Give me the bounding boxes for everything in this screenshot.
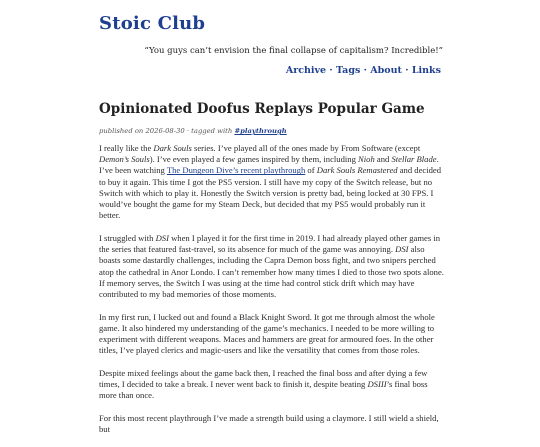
text: and [374,154,392,165]
text: ). I’ve even played a few games inspired by them, including [149,154,359,165]
text: when I played it for the first time in 2019. I had already played other games in the series that featured fast-travel, so its absence for much of the game was annoying. [99,232,441,255]
nav-link-links[interactable]: Links [411,65,441,76]
nav-separator: · [405,65,409,76]
game-title: Nioh [358,154,375,165]
game-title: Demon’s Souls [99,154,150,165]
text: of [305,165,317,176]
game-title: Dark Souls Remastered [316,165,398,176]
tagged-prefix: · tagged with [186,127,233,135]
dungeon-dive-link[interactable]: The Dungeon Dive’s recent playthrough [166,165,306,176]
text: series. I’ve played all of the ones made by From Software (except [191,143,421,153]
post-title: Opinionated Doofus Replays Popular Game [99,101,425,117]
text: . I’ve been watching [99,154,439,176]
game-title: DSIII [367,379,387,390]
game-title: Stellar Blade [391,154,437,165]
text: ’s final boss more than once. [99,379,428,401]
game-title: Dark Souls [153,143,192,153]
site-tagline: “You guys can’t envision the final collapse of capitalism? Incredible!” [144,46,443,56]
nav-separator: · [329,65,333,76]
nav-link-tags[interactable]: Tags [336,65,361,76]
text: and decided to buy it again. This time I got the PS5 version. I still have my copy of the Switch release, but no Switch with which to play it. Honestly the Switch version is pretty bad, being locked at 30 FPS. I would’ve bought the game for my Steam Deck, but decided that my PS5 would probably run it better. [99,165,442,221]
text: Despite mixed feelings about the game back then, I reached the final boss and after dying a few times, I decided to take a break. I never went back to finish it, despite beating [99,367,428,390]
paragraph-2 [99,233,445,300]
paragraph-5: For this most recent playthrough I’ve made a strength build using a claymore. I still wield a shield, but [99,413,439,435]
text: I really like the [99,143,154,153]
game-title: DSI [395,244,409,255]
paragraph-1 [99,143,445,221]
publish-date: 2026-08-30 [145,127,185,135]
site-title-link[interactable]: Stoic Club [99,13,206,34]
text: I struggled with [99,232,156,243]
tag-link-playthrough[interactable]: #playthrough [234,127,287,135]
published-prefix: published on [99,127,144,135]
game-title: DSI [155,232,169,243]
text: also boasts some dastardly challenges, including the Capra Demon boss fight, and two snipers perched atop the cathedral in Anor Londo. I can’t remember how many times I died to those two spots alone. If memory serves, the Switch I was using at the time had control stick drift which may have contributed to my bad memories of those moments. [99,244,444,299]
paragraph-3: In my first run, I lucked out and found a Black Knight Sword. It got me through almost the whole game. It also hindered my understanding of the game’s mechanics. I needed to be more willing to experiment with different weapons. Maces and hammers are great for armoured foes. In the other titles, I’ve played clerics and magic-users and like the versatility that comes from those roles. [99,311,435,356]
post-meta [99,127,287,135]
post-body [99,143,445,447]
nav-link-archive[interactable]: Archive [285,65,327,76]
paragraph-4 [99,368,445,402]
nav-link-about[interactable]: About [370,65,402,76]
main-nav [286,65,441,76]
nav-separator: · [363,65,367,76]
